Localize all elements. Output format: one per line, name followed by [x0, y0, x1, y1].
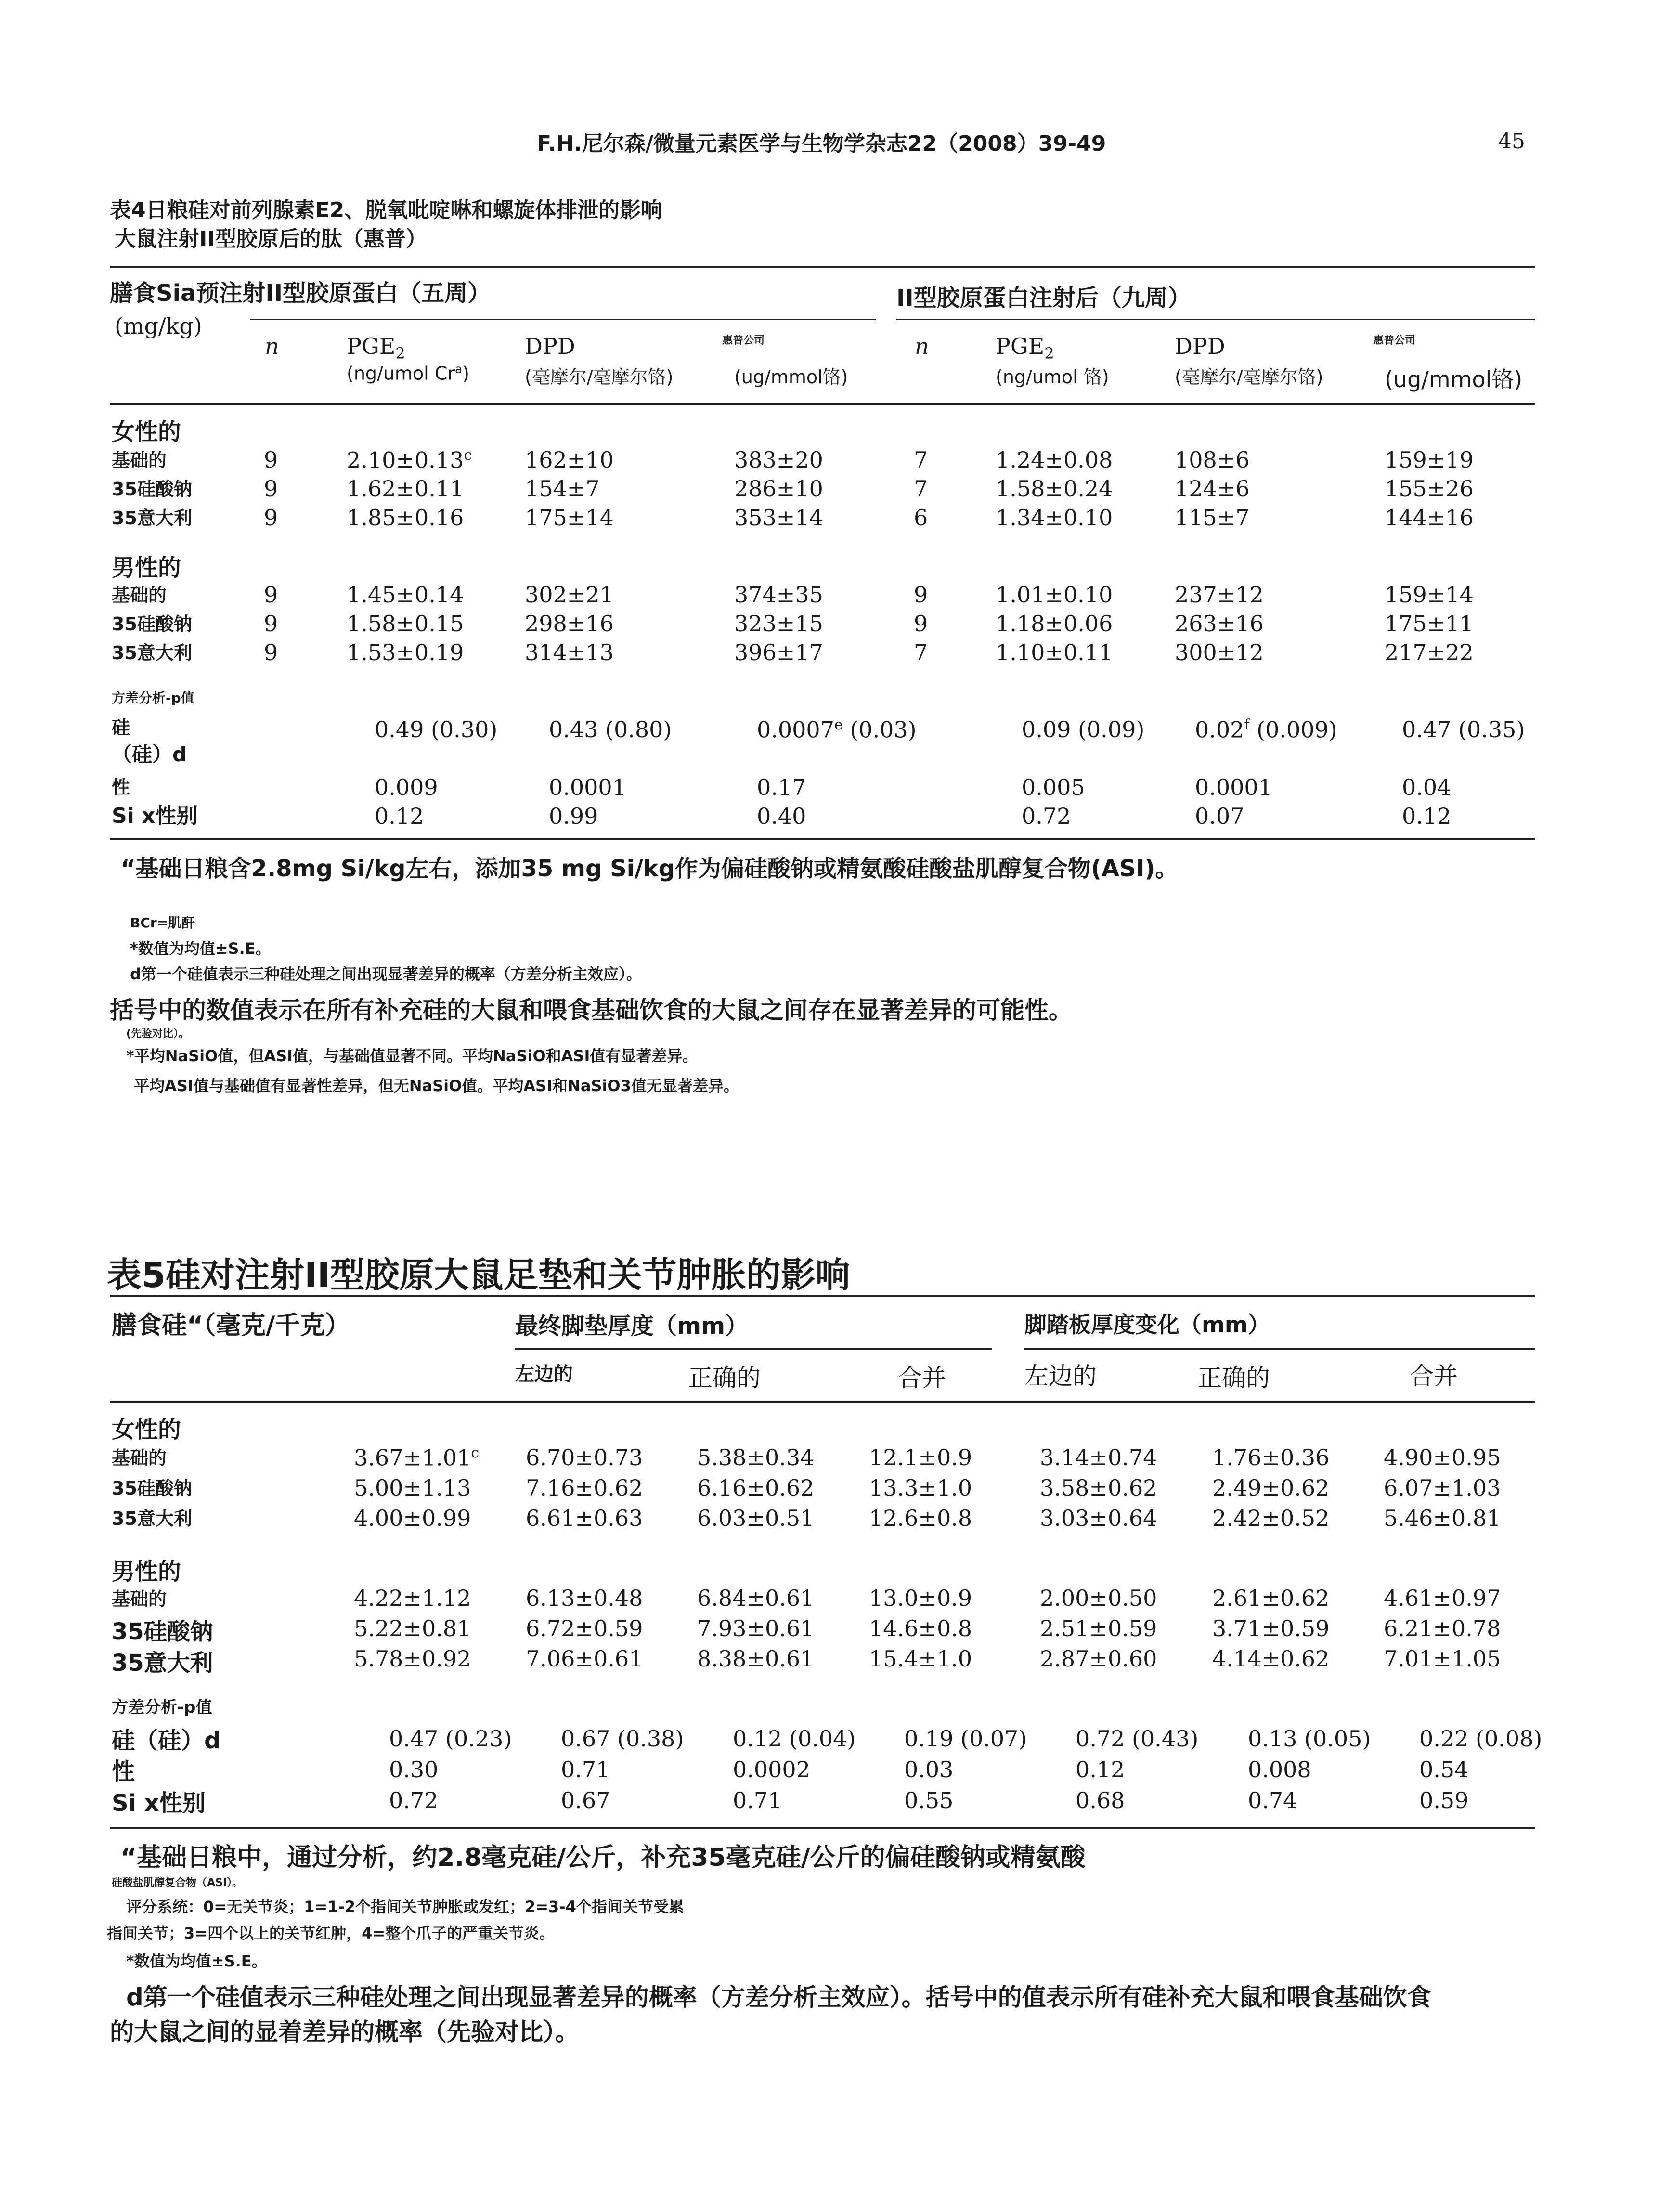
t5-footnote-c: *数值为均值±S.E。 [126, 1952, 267, 1970]
t4-row-label: 35意大利 [112, 507, 192, 529]
table-cell: 1.85±0.16 [347, 505, 464, 531]
t5-group-rule-right [1024, 1348, 1535, 1350]
table-4-title: 表4日粮硅对前列腺素E2、脱氧吡啶啉和螺旋体排泄的影响 [110, 198, 662, 222]
table-cell: 302±21 [525, 582, 614, 608]
table-cell: 7.01±1.05 [1384, 1646, 1501, 1672]
table-cell: 7 [914, 639, 928, 665]
table-cell: 6.16±0.62 [697, 1475, 815, 1501]
table-cell: 1.58±0.15 [347, 611, 464, 637]
table-cell: 1.76±0.36 [1212, 1444, 1330, 1470]
table-cell: 12.1±0.9 [869, 1444, 972, 1470]
table-cell: 1.58±0.24 [996, 476, 1113, 502]
table-cell: 175±11 [1385, 611, 1474, 637]
t4-col-hp-left: 惠普公司 [722, 335, 765, 347]
table-cell: 0.0007e (0.03) [757, 716, 917, 743]
t5-sub-left2: 左边的 [1024, 1362, 1097, 1390]
t4-col-pge-left: $PGE_2$ [347, 333, 405, 363]
table-cell: 6 [914, 505, 928, 531]
table-cell: 0.72 [389, 1787, 439, 1813]
t5-sub-right2: 正确的 [1198, 1364, 1270, 1392]
t4-col-n-right: n [915, 333, 929, 359]
table-cell: 263±16 [1175, 611, 1264, 637]
table-4-title-line2: 大鼠注射II型胶原后的肽（惠普） [115, 227, 427, 251]
table-cell: 6.61±0.63 [526, 1505, 643, 1531]
table-cell: 6.84±0.61 [697, 1585, 815, 1611]
table-cell: 0.008 [1248, 1757, 1311, 1783]
table-cell: 6.03±0.51 [697, 1505, 815, 1531]
t4-footnote-d2: 括号中的数值表示在所有补充硅的大鼠和喂食基础饮食的大鼠之间存在显著差异的可能性。 [110, 996, 1073, 1024]
t5-sub-right1: 正确的 [688, 1364, 761, 1392]
t4-col-n-left: n [265, 333, 279, 359]
table-cell: 6.72±0.59 [526, 1615, 643, 1641]
t4-footnote-b: BCr=肌酐 [130, 915, 195, 931]
table-cell: 7.16±0.62 [526, 1475, 643, 1501]
table-cell: 0.67 [561, 1787, 610, 1813]
t5-group-rule-left [515, 1348, 992, 1350]
table-cell: 5.00±1.13 [354, 1475, 471, 1501]
t4-male-label: 男性的 [112, 554, 181, 581]
table-cell: 7 [914, 476, 928, 502]
t5-footnote-d2: 的大鼠之间的显着差异的概率（先验对比）。 [110, 2018, 579, 2046]
table-cell: 0.22 (0.08) [1419, 1726, 1542, 1752]
table-cell: 1.24±0.08 [996, 447, 1113, 473]
table-cell: 0.005 [1022, 774, 1085, 800]
table-cell: 115±7 [1175, 505, 1250, 531]
t4-row-label: 35硅酸钠 [112, 479, 192, 500]
table-cell: 3.71±0.59 [1212, 1615, 1330, 1641]
table-cell: 0.02$^f$ (0.009) [1195, 716, 1337, 743]
table-cell: 4.90±0.95 [1384, 1444, 1501, 1470]
t5-sub-left1: 左边的 [515, 1363, 573, 1385]
t4-row-label: 35硅酸钠 [112, 613, 192, 635]
t4-anova-si-label2: （硅）d [112, 742, 187, 766]
table-cell: 0.40 [757, 803, 806, 829]
table-cell: 175±14 [525, 505, 614, 531]
t5-row-label: 35硅酸钠 [112, 1478, 192, 1499]
table-4-group-right: II型胶原蛋白注射后（九周） [896, 285, 1191, 312]
t4-anova-si-label: 硅 [112, 717, 130, 738]
table-cell: 5.22±0.81 [354, 1615, 471, 1641]
table-cell: 2.10±0.13$^c$ [347, 447, 472, 473]
table-cell: 2.87±0.60 [1040, 1646, 1157, 1672]
t5-anova-label: 方差分析-p值 [112, 1698, 212, 1717]
table-cell: 0.0001 [1195, 774, 1272, 800]
page-number: 45 [1498, 129, 1525, 154]
table-cell: 9 [264, 505, 278, 531]
t4-col-dpd-unit-left: (毫摩尔/毫摩尔铬) [525, 366, 674, 388]
table-cell: 0.47 (0.23) [389, 1726, 512, 1752]
t4-col-pge-unit-right: (ng/umol 铬) [996, 366, 1109, 388]
table-cell: 1.01±0.10 [996, 582, 1113, 608]
table-cell: 0.68 [1076, 1787, 1125, 1813]
t5-footnote-b2: 指间关节；3=四个以上的关节红肿，4=整个爪子的严重关节炎。 [107, 1924, 555, 1942]
table-cell: 3.03±0.64 [1040, 1505, 1157, 1531]
table-cell: 7.93±0.61 [697, 1615, 815, 1641]
table-cell: 0.12 (0.04) [733, 1726, 856, 1752]
t5-female-label: 女性的 [112, 1416, 181, 1443]
table-cell: 9 [264, 639, 278, 665]
t4-row-label: 基础的 [112, 450, 167, 471]
t5-row-label: 35硅酸钠 [112, 1618, 213, 1645]
table-cell: 5.46±0.81 [1384, 1505, 1501, 1531]
table-cell: 0.72 (0.43) [1076, 1726, 1199, 1752]
table-cell: 5.78±0.92 [354, 1646, 471, 1672]
table-cell: 7.06±0.61 [526, 1646, 643, 1672]
t5-anova-si-label: 硅（硅）d [112, 1727, 221, 1754]
t5-footnote-b: 评分系统：0=无关节炎；1=1-2个指间关节肿胀或发红；2=3-4个指间关节受累 [126, 1898, 684, 1916]
table-cell: 6.70±0.73 [526, 1444, 643, 1470]
table-cell: 237±12 [1175, 582, 1264, 608]
table-cell: 4.14±0.62 [1212, 1646, 1330, 1672]
table-cell: 155±26 [1385, 476, 1474, 502]
table-cell: 2.61±0.62 [1212, 1585, 1330, 1611]
table-4-top-rule [110, 266, 1535, 268]
t4-footnote-d3: (先验对比）。 [126, 1028, 190, 1040]
table-cell: 6.21±0.78 [1384, 1615, 1501, 1641]
table-cell: 0.49 (0.30) [375, 716, 498, 742]
t4-footnote-e: *平均NaSiO值，但ASI值，与基础值显著不同。平均NaSiO和ASI值有显著差异。 [126, 1047, 698, 1065]
table-cell: 0.71 [733, 1787, 782, 1813]
table-cell: 383±20 [734, 447, 823, 473]
table-cell: 3.58±0.62 [1040, 1475, 1157, 1501]
t4-col-dpd-left: DPD [525, 333, 575, 359]
table-cell: 300±12 [1175, 639, 1264, 665]
t4-row-label: 35意大利 [112, 642, 192, 664]
table-cell: 0.67 (0.38) [561, 1726, 684, 1752]
table-cell: 4.00±0.99 [354, 1505, 471, 1531]
table-cell: 286±10 [734, 476, 823, 502]
table-cell: 13.3±1.0 [869, 1475, 972, 1501]
table-cell: 9 [914, 611, 928, 637]
table-cell: 0.43 (0.80) [549, 716, 672, 742]
table-cell: 9 [264, 447, 278, 473]
t5-group-right: 脚踏板厚度变化（mm） [1024, 1312, 1270, 1338]
table-4-group-left: 膳食Sia预注射II型胶原蛋白（五周） [110, 280, 491, 307]
table-cell: 5.38±0.34 [697, 1444, 815, 1470]
table-5-top-rule [110, 1295, 1535, 1297]
table-cell: 0.54 [1419, 1757, 1469, 1783]
table-cell: 159±14 [1385, 582, 1474, 608]
table-cell: 108±6 [1175, 447, 1250, 473]
t4-anova-label: 方差分析-p值 [112, 690, 194, 706]
table-cell: 3.14±0.74 [1040, 1444, 1157, 1470]
table-4-group-rule-left [250, 319, 876, 320]
t4-col-hp-unit-right: (ug/mmol铬) [1385, 366, 1523, 392]
t4-anova-sex-label: 性 [112, 777, 130, 798]
table-cell: 0.19 (0.07) [904, 1726, 1027, 1752]
table-5-header-rule [110, 1401, 1535, 1403]
t4-female-label: 女性的 [112, 418, 181, 445]
table-cell: 162±10 [525, 447, 614, 473]
t4-col-dpd-right: DPD [1175, 333, 1225, 359]
table-cell: 14.6±0.8 [869, 1615, 972, 1641]
table-4-unit-label: (mg/kg) [115, 313, 202, 339]
table-cell: 3.67±1.01$^c$ [354, 1444, 480, 1471]
t5-row-label: 35意大利 [112, 1508, 192, 1529]
t4-col-pge-right: $PGE_2$ [996, 333, 1054, 363]
t4-footnote-f: 平均ASI值与基础值有显著性差异，但无NaSiO值。平均ASI和NaSiO3值无显著差异。 [134, 1077, 739, 1095]
table-cell: 6.13±0.48 [526, 1585, 643, 1611]
t4-col-dpd-unit-right: (毫摩尔/毫摩尔铬) [1175, 366, 1323, 388]
t5-footnote-d: d第一个硅值表示三种硅处理之间出现显著差异的概率（方差分析主效应）。括号中的值表示所有硅补充大鼠和喂食基础饮食 [126, 1983, 1431, 2011]
table-cell: 0.009 [375, 774, 438, 800]
table-cell: 0.55 [904, 1787, 954, 1813]
table-cell: 2.42±0.52 [1212, 1505, 1330, 1531]
table-cell: 0.04 [1402, 774, 1452, 800]
t5-row-label: 基础的 [112, 1588, 167, 1610]
table-cell: 353±14 [734, 505, 823, 531]
table-cell: 1.10±0.11 [996, 639, 1113, 665]
table-cell: 7 [914, 447, 928, 473]
table-cell: 1.45±0.14 [347, 582, 464, 608]
table-cell: 124±6 [1175, 476, 1250, 502]
t4-footnote-a: “基础日粮含2.8mg Si/kg左右，添加35 mg Si/kg作为偏硅酸钠或精氨酸硅酸盐肌醇复合物(ASI)。 [120, 855, 1179, 882]
table-cell: 0.59 [1419, 1787, 1469, 1813]
t5-row-label: 基础的 [112, 1447, 167, 1469]
table-cell: 1.34±0.10 [996, 505, 1113, 531]
table-cell: 15.4±1.0 [869, 1646, 972, 1672]
table-cell: 0.09 (0.09) [1022, 716, 1145, 742]
running-header: F.H.尼尔森/微量元素医学与生物学杂志22（2008）39-49 [537, 131, 1106, 156]
table-5-title: 表5硅对注射II型胶原大鼠足垫和关节肿胀的影响 [107, 1255, 850, 1295]
table-cell: 217±22 [1385, 639, 1474, 665]
table-cell: 1.18±0.06 [996, 611, 1113, 637]
table-cell: 0.17 [757, 774, 806, 800]
t5-col-diet: 膳食硅“（毫克/千克） [112, 1311, 350, 1340]
t4-row-label: 基础的 [112, 585, 167, 606]
t5-sub-comb2: 合并 [1410, 1362, 1458, 1390]
t5-male-label: 男性的 [112, 1558, 181, 1585]
table-cell: 154±7 [525, 476, 600, 502]
table-cell: 0.99 [549, 803, 598, 829]
table-cell: 6.07±1.03 [1384, 1475, 1501, 1501]
table-cell: 0.07 [1195, 803, 1244, 829]
table-cell: 0.30 [389, 1757, 439, 1783]
table-cell: 144±16 [1385, 505, 1474, 531]
table-cell: 0.13 (0.05) [1248, 1726, 1371, 1752]
table-4-group-rule-right [896, 319, 1535, 320]
table-cell: 4.61±0.97 [1384, 1585, 1501, 1611]
table-cell: 13.0±0.9 [869, 1585, 972, 1611]
t4-col-hp-unit-left: (ug/mmol铬) [734, 366, 848, 388]
table-cell: 0.47 (0.35) [1402, 716, 1525, 742]
table-5-bottom-rule [110, 1827, 1535, 1829]
table-4-header-rule [110, 403, 1535, 405]
table-cell: 0.0002 [733, 1757, 810, 1783]
table-cell: 298±16 [525, 611, 614, 637]
t4-footnote-d: d第一个硅值表示三种硅处理之间出现显著差异的概率（方差分析主效应）。 [130, 965, 642, 983]
table-4-bottom-rule [110, 838, 1535, 840]
table-cell: 12.6±0.8 [869, 1505, 972, 1531]
table-cell: 9 [264, 611, 278, 637]
table-cell: 374±35 [734, 582, 823, 608]
t4-col-hp-right: 惠普公司 [1373, 335, 1416, 347]
table-cell: 0.12 [1402, 803, 1452, 829]
t5-footnote-asi: 硅酸盐肌醇复合物（ASI）。 [112, 1877, 243, 1889]
table-cell: 9 [264, 582, 278, 608]
table-cell: 159±19 [1385, 447, 1474, 473]
table-cell: 8.38±0.61 [697, 1646, 815, 1672]
t5-anova-inter-label: Si x性别 [112, 1790, 206, 1817]
table-cell: 0.72 [1022, 803, 1071, 829]
t4-footnote-c: *数值为均值±S.E。 [130, 939, 271, 958]
table-cell: 1.53±0.19 [347, 639, 464, 665]
table-cell: 0.03 [904, 1757, 954, 1783]
table-cell: 4.22±1.12 [354, 1585, 471, 1611]
table-cell: 1.62±0.11 [347, 476, 464, 502]
table-cell: 9 [914, 582, 928, 608]
t5-footnote-a: “基础日粮中，通过分析，约2.8毫克硅/公斤，补充35毫克硅/公斤的偏硅酸钠或精氨酸 [120, 1843, 1086, 1872]
table-cell: 396±17 [734, 639, 823, 665]
table-cell: 314±13 [525, 639, 614, 665]
table-cell: 2.51±0.59 [1040, 1615, 1157, 1641]
t5-row-label: 35意大利 [112, 1650, 213, 1677]
t5-anova-sex-label: 性 [112, 1758, 135, 1785]
t4-col-pge-unit-left: (ng/umol Cr$^a$) [347, 362, 469, 384]
table-cell: 9 [264, 476, 278, 502]
table-cell: 323±15 [734, 611, 823, 637]
table-cell: 0.12 [1076, 1757, 1125, 1783]
table-cell: 0.12 [375, 803, 424, 829]
t5-sub-comb1: 合并 [898, 1364, 946, 1392]
t5-group-left: 最终脚垫厚度（mm） [515, 1313, 749, 1340]
table-cell: 0.71 [561, 1757, 610, 1783]
table-cell: 2.49±0.62 [1212, 1475, 1330, 1501]
t4-anova-inter-label: Si x性别 [112, 804, 198, 828]
table-cell: 0.74 [1248, 1787, 1297, 1813]
table-cell: 0.0001 [549, 774, 626, 800]
table-cell: 2.00±0.50 [1040, 1585, 1157, 1611]
